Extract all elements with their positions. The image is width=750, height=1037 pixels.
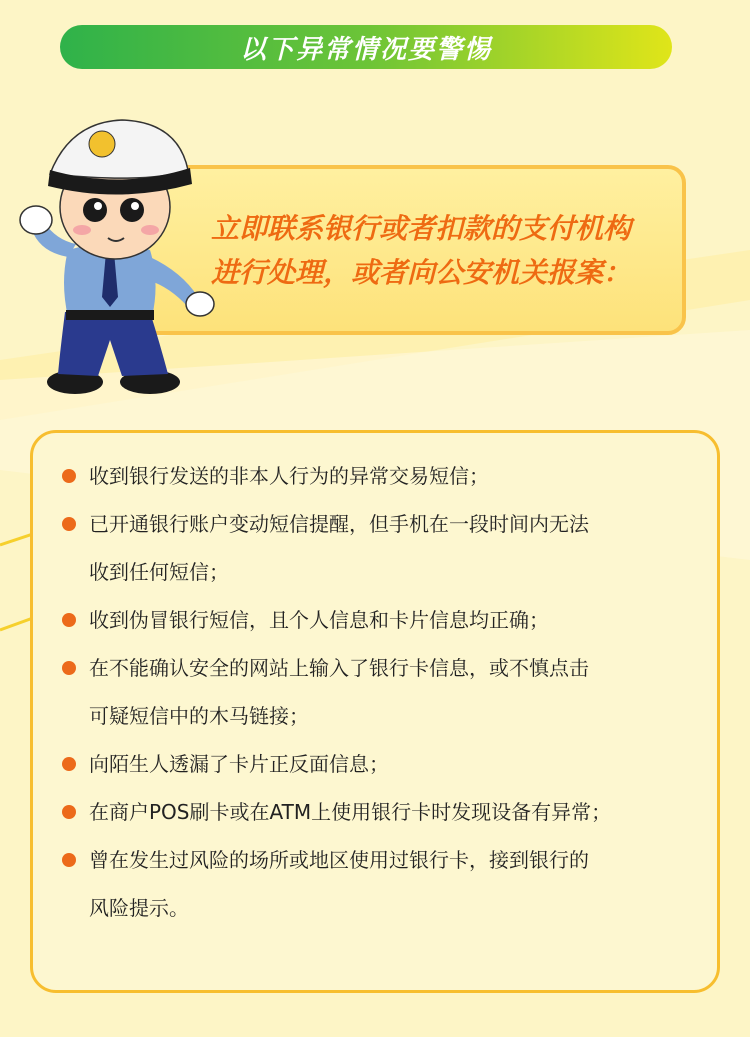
list-item [60,740,700,788]
list-item-text: 曾在发生过风险的场所或地区使用过银行卡，接到银行的 [89,848,589,872]
list-item-text: 收到伪冒银行短信，且个人信息和卡片信息均正确； [89,608,549,632]
title-banner [60,25,672,69]
list-item [60,452,700,500]
page-title: 以下异常情况要警惕 [239,34,492,65]
callout-text [211,207,681,295]
bullet-dot-icon [62,853,76,867]
warning-list [60,452,700,932]
list-item [60,644,700,740]
bullet-dot-icon [62,661,76,675]
police-officer-saluting-illustration [10,112,220,402]
bullet-dot-icon [62,805,76,819]
list-item-text: 已开通银行账户变动短信提醒，但手机在一段时间内无法 [89,512,589,536]
bullet-dot-icon [62,613,76,627]
list-item-text: 在不能确认安全的网站上输入了银行卡信息，或不慎点击 [89,656,589,680]
list-item-text: 风险提示。 [89,896,189,920]
list-item [60,836,700,932]
bullet-dot-icon [62,757,76,771]
bullet-dot-icon [62,469,76,483]
list-item [60,596,700,644]
bullet-dot-icon [62,517,76,531]
callout-line: 进行处理，或者向公安机关报案： [211,256,632,289]
list-item-text: 收到银行发送的非本人行为的异常交易短信； [89,464,489,488]
list-item [60,788,700,836]
police-badge-icon [89,131,115,157]
list-item-text: 向陌生人透漏了卡片正反面信息； [89,752,389,776]
callout-line: 立即联系银行或者扣款的支付机构 [211,212,632,245]
list-item-text: 可疑短信中的木马链接； [89,704,309,728]
list-item [60,500,700,596]
list-item-text: 收到任何短信； [89,560,229,584]
list-item-text: 在商户POS刷卡或在ATM上使用银行卡时发现设备有异常； [89,800,612,824]
